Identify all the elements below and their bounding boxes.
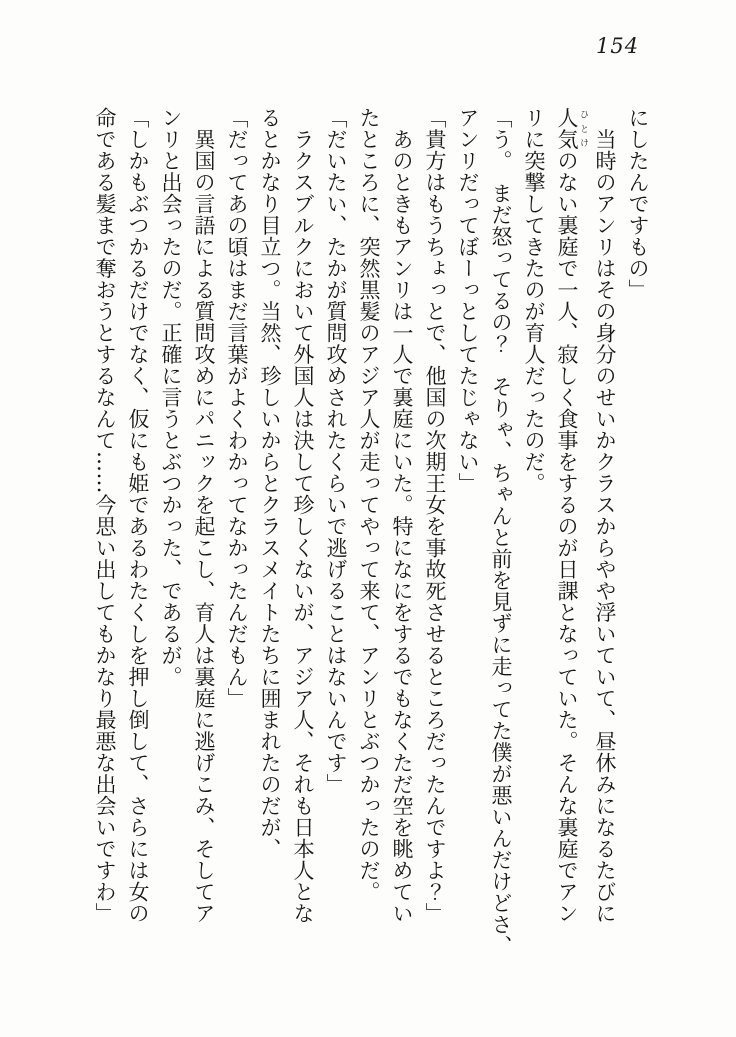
- text-line-12: るとかなり目立つ。当然、珍しいからとクラスメイトたちに囲まれたのだが、: [258, 107, 282, 860]
- text-line-5: 「う。 まだ怒ってるの？ そりゃ、ちゃんと前を見ずに走ってた僕が悪いんだけどさ、: [489, 107, 513, 957]
- text-line-10: 「だいたい、たかが質問攻めされたくらいで逃げることはないんです」: [324, 107, 348, 795]
- text-line-3: [550, 107, 588, 929]
- text-line-9: たところに、突然黒髪のアジア人が走ってやって来て、アンリとぶつかったのだ。: [357, 107, 381, 903]
- text-line-11: ラクスブルクにおいて外国人は決して珍しくないが、アジア人、それも日本人とな: [291, 107, 315, 924]
- text-line-1: にしたんですもの」: [626, 107, 650, 301]
- ruby-annotation: [555, 107, 588, 150]
- text-line-4: リに突撃してきたのが育人だったのだ。: [522, 107, 546, 494]
- text-line-14: 異国の言語による質問攻めにパニックを起こし、育人は裏庭に逃げこみ、そしてア: [192, 107, 216, 924]
- page-number: 154: [596, 34, 640, 58]
- text-line-3-rest: のない裏庭で一人、寂しく食事をするのが日課となっていた。そんな裏庭でアン: [555, 150, 579, 924]
- ruby-base: 人気: [555, 107, 579, 150]
- ruby-furigana: ひとけ: [578, 107, 588, 150]
- text-line-16: 「しかもぶつかるだけでなく、仮にも姫であるわたくしを押し倒して、さらには女の: [126, 107, 150, 924]
- text-line-15: ンリと出会ったのだ。正確に言うとぶつかった、であるが。: [159, 107, 183, 688]
- text-line-8: あのときもアンリは一人で裏庭にいた。特になにをするでもなくただ空を眺めてい: [390, 107, 414, 924]
- text-line-2: 当時のアンリはその身分のせいかクラスからやや浮いていて、昼休みになるたびに: [593, 107, 617, 924]
- text-line-6: アンリだってぼーっとしてたじゃない」: [456, 107, 480, 494]
- text-line-17: 命である髪まで奪おうとするなんて……今思い出してもかなり最悪な出会いですわ」: [93, 107, 117, 924]
- text-line-13: 「だってあの頃はまだ言葉がよくわかってなかったんだもん」: [225, 107, 249, 709]
- text-line-7: 「貴方はもうちょっとで、他国の次期王女を事故死させるところだったんですよ？」: [423, 107, 447, 924]
- text-block: [88, 107, 654, 957]
